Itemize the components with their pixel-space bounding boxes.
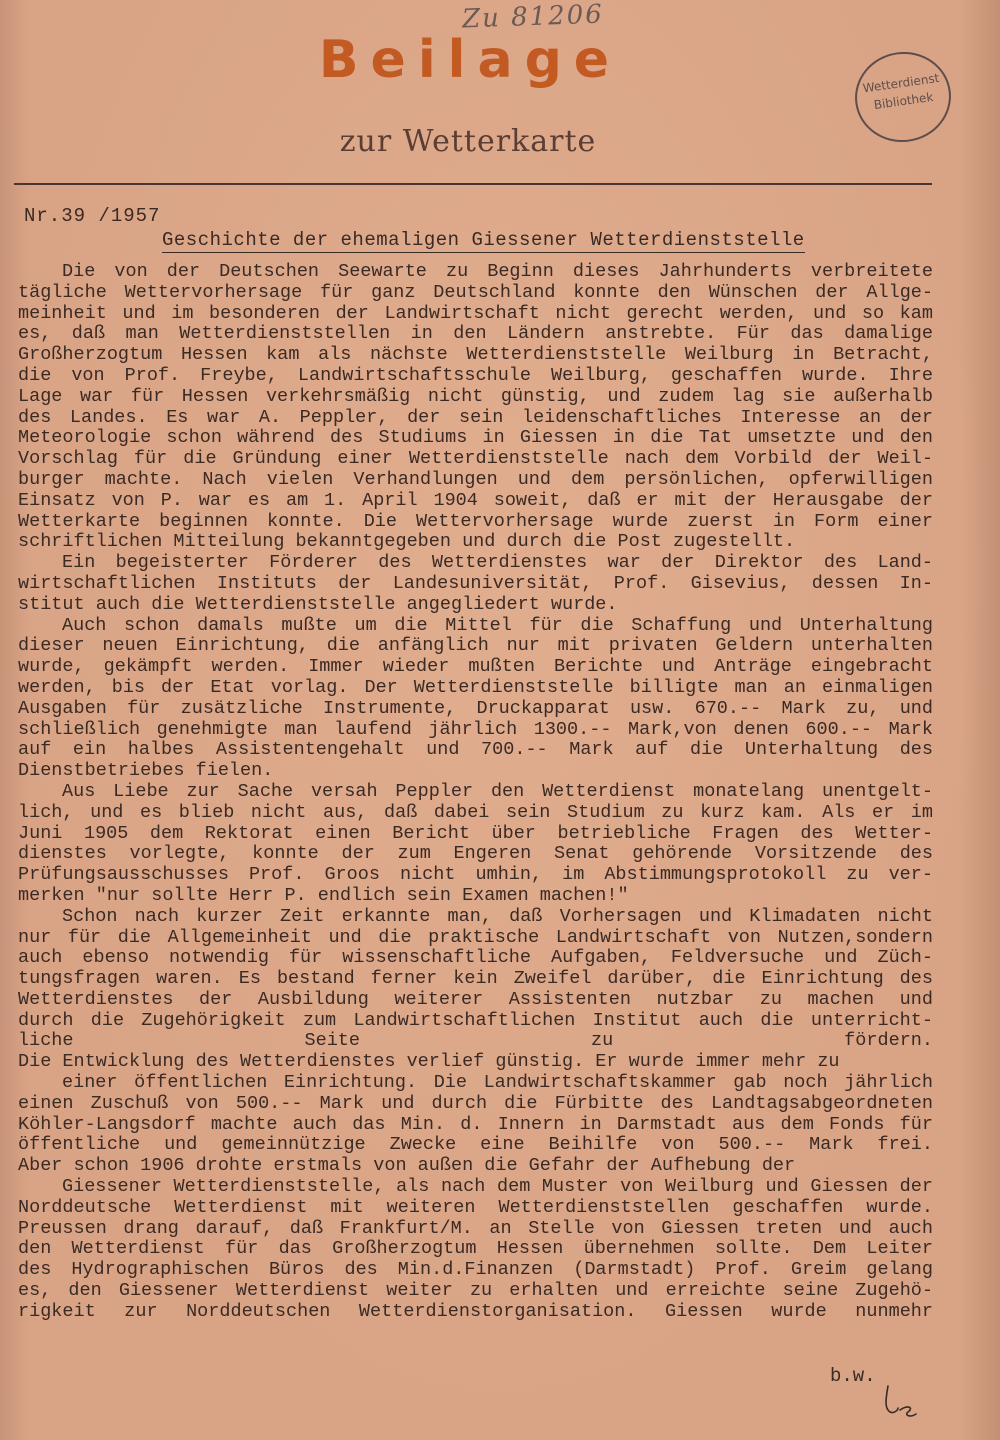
body-line: nur für die Allgemeinheit und die praktische Landwirtschaft von Nutzen,sondern [18, 926, 933, 948]
body-line: Einsatz von P. war es am 1. April 1904 soweit, daß er mit der Herausgabe der [18, 489, 933, 511]
body-line: auf ein halbes Assistentengehalt und 700.-- Mark auf die Unterhaltung des [18, 739, 933, 761]
body-line: dienstes vorlegte, konnte der zum Engeren Senat gehörende Vorsitzende des [18, 843, 933, 865]
body-line: Juni 1905 dem Rektorat einen Bericht über betriebliche Fragen des Wetter- [18, 822, 933, 844]
body-line: es, den Giessener Wetterdienst weiter zu erhalten und erreichte seine Zugehö- [18, 1280, 933, 1302]
body-line: Preussen drang darauf, daß Frankfurt/M. an Stelle von Giessen treten und auch [18, 1217, 933, 1239]
body-line: die von Prof. Freybe, Landwirtschaftsschule Weilburg, geschaffen wurde. Ihre [18, 364, 933, 386]
body-line: merken "nur sollte Herr P. endlich sein Examen machen!" [18, 884, 629, 906]
issue-number: Nr.39 /1957 [24, 205, 161, 227]
body-line: Auch schon damals mußte um die Mittel für die Schaffung und Unterhaltung [62, 614, 933, 636]
page-subtitle: zur Wetterkarte [339, 124, 597, 159]
handwritten-initials [880, 1380, 920, 1420]
body-line: Giessener Wetterdienststelle, als nach dem Muster von Weilburg und Giessen der [62, 1176, 933, 1198]
body-line: Aus Liebe zur Sache versah Peppler den Wetterdienst monatelang unentgelt- [62, 780, 933, 802]
body-line: werden, bis der Etat vorlag. Der Wetterdienststelle billigte man an einmaligen [18, 676, 933, 698]
body-line: einen Zuschuß von 500.-- Mark und durch die Fürbitte des Landtagsabgeordneten [18, 1092, 933, 1114]
body-line: Lage war für Hessen verkehrsmäßig nicht günstig, und zudem lag sie außerhalb [18, 385, 933, 407]
header-divider [14, 183, 932, 185]
body-line: Meteorologie schon während des Studiums in Giessen in die Tat umsetzte und den [18, 427, 933, 449]
body-line: dieser neuen Einrichtung, die anfänglich nur mit privaten Geldern unterhalten [18, 635, 933, 657]
continuation-note: b.w. [830, 1365, 876, 1387]
body-line: des Landes. Es war A. Peppler, der sein leidenschaftliches Interesse an der [18, 406, 933, 428]
body-line: Die von der Deutschen Seewarte zu Beginn dieses Jahrhunderts verbreitete [62, 261, 933, 282]
body-line: Großherzogtum Hessen kam als nächste Wetterdienststelle Weilburg in Betracht, [18, 344, 933, 366]
body-line: burger machte. Nach vielen Verhandlungen und dem persönlichen, opferwilligen [18, 468, 933, 490]
body-line: Aber schon 1906 drohte erstmals von außen die Gefahr der Aufhebung der [18, 1155, 796, 1177]
body-line: Norddeutsche Wetterdienst mit weiteren Wetterdienststellen geschaffen wurde. [18, 1196, 933, 1218]
body-line: wurde, gekämpft werden. Immer wieder mußten Berichte und Anträge eingebracht [18, 656, 933, 678]
body-line: Die Entwicklung des Wetterdienstes verlief günstig. Er wurde immer mehr zu [18, 1051, 840, 1073]
body-line: Köhler-Langsdorf machte auch das Min. d. Innern in Darmstadt aus dem Fonds für [18, 1113, 933, 1135]
stamp-line-1: Wetterdienst [861, 70, 941, 96]
body-line: Schon nach kurzer Zeit erkannte man, daß Vorhersagen und Klimadaten nicht [62, 905, 933, 927]
body-line: meinheit und im besonderen der Landwirtschaft nicht gerecht werden, und so kam [18, 302, 933, 324]
body-line: den Wetterdienst für das Großherzogtum Hessen übernehmen sollte. Dem Leiter [18, 1238, 933, 1260]
article-heading: Geschichte der ehemaligen Giessener Wetterdienststelle [162, 229, 805, 251]
body-line: wirtschaftlichen Instituts der Landesuniversität, Prof. Gisevius, dessen In- [18, 572, 933, 594]
body-line: tungsfragen waren. Es bestand ferner kein Zweifel darüber, die Einrichtung des [18, 968, 933, 990]
body-line: liche Seite zu fördern. [18, 1030, 933, 1052]
body-line: Wetterkarte beginnen konnte. Die Wettervorhersage wurde zuerst in Form einer [18, 510, 933, 532]
body-line: des Hydrographischen Büros des Min.d.Finanzen (Darmstadt) Prof. Greim gelang [18, 1259, 933, 1281]
body-line: Ausgaben für zusätzliche Instrumente, Druckapparat usw. 670.-- Mark zu, und [18, 697, 933, 719]
body-line: stitut auch die Wetterdienststelle angegliedert wurde. [18, 593, 618, 615]
body-line: rigkeit zur Norddeutschen Wetterdienstorganisation. Giessen wurde nunmehr [18, 1300, 933, 1322]
body-line: lich, und es blieb nicht aus, daß dabei sein Studium zu kurz kam. Als er im [18, 801, 933, 823]
body-line: schriftlichen Mitteilung bekanntgegeben und durch die Post zugestellt. [18, 531, 796, 553]
body-line: es, daß man Wetterdienststellen in den Ländern anstrebte. Für das damalige [18, 323, 933, 345]
article-body [18, 262, 933, 1323]
body-line: tägliche Wettervorhersage für ganz Deutschland konnte den Wünschen der Allge- [18, 281, 933, 303]
archive-handwritten-mark: Zu 81206 [461, 0, 605, 35]
body-line: schließlich genehmigte man laufend jährlich 1300.-- Mark,von denen 600.-- Mark [18, 718, 933, 740]
body-line: Ein begeisterter Förderer des Wetterdienstes war der Direktor des Land- [62, 552, 933, 574]
body-line: öffentliche und gemeinnützige Zwecke eine Beihilfe von 500.-- Mark frei. [18, 1134, 933, 1156]
body-line: Prüfungsausschusses Prof. Groos nicht umhin, im Abstimmungsprotokoll zu ver- [18, 864, 933, 886]
stamp-line-2: Bibliothek [872, 89, 935, 113]
body-line: Vorschlag für die Gründung einer Wetterdienststelle nach dem Vorbild der Weil- [18, 448, 933, 470]
body-line: auch ebenso notwendig für wissenschaftliche Aufgaben, Feldversuche und Züch- [18, 947, 933, 969]
body-line: Wetterdienstes der Ausbildung weiterer Assistenten nutzbar zu machen und [18, 988, 933, 1010]
body-line: durch die Zugehörigkeit zum Landwirtschaftlichen Institut auch die unterricht- [18, 1009, 933, 1031]
body-line: einer öffentlichen Einrichtung. Die Landwirtschaftskammer gab noch jährlich [62, 1072, 933, 1094]
page-title: Beilage [318, 30, 622, 90]
body-line: Dienstbetriebes fielen. [18, 760, 274, 782]
